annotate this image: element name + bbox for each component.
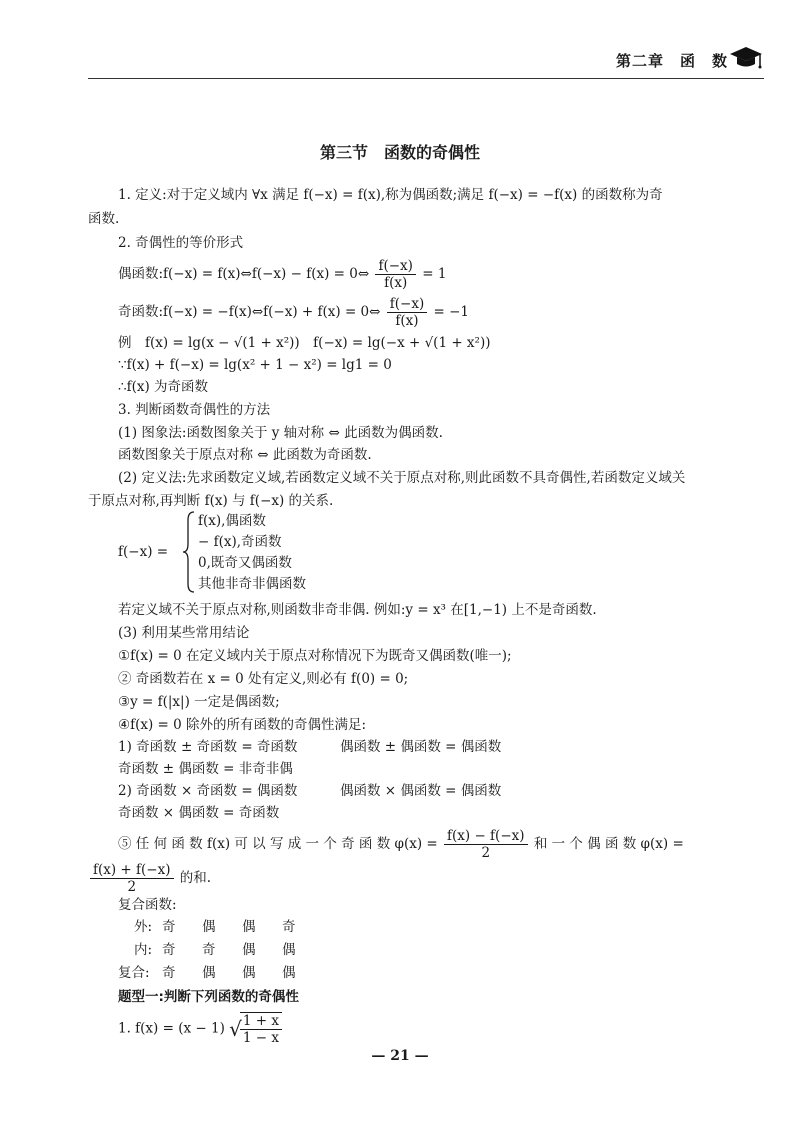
question-type-heading: 题型一:判断下列函数的奇偶性 xyxy=(118,989,299,1005)
outer-cell: 偶 xyxy=(202,919,216,935)
even-part-numerator: f(x) + f(−x) xyxy=(90,862,174,879)
method-definition-1: (2) 定义法:先求函数定义域,若函数定义域不关于原点对称,则此函数不具奇偶性,若函数定义域关 xyxy=(118,470,686,486)
definition-line-1: 1. 定义:对于定义域内 ∀x 满足 f(−x) = f(x),称为偶函数;满足 f(−x) = −f(x) 的函数称为奇 xyxy=(118,187,663,203)
running-header xyxy=(0,0,800,90)
outer-label: 外: xyxy=(134,919,153,935)
decomposition-text-c: 的和. xyxy=(179,870,212,886)
conclusion-3: ③y = f(|x|) 一定是偶函数; xyxy=(118,694,280,710)
case-odd: − f(x),奇函数 xyxy=(198,534,282,550)
even-denominator: f(x) xyxy=(384,275,408,291)
inner-cell: 奇 xyxy=(162,942,176,958)
even-numerator: f(−x) xyxy=(375,258,415,275)
equivalent-forms-heading: 2. 奇偶性的等价形式 xyxy=(118,235,244,251)
example-line-3: ∴f(x) 为奇函数 xyxy=(118,379,209,395)
even-fraction xyxy=(375,258,415,291)
sqrt-icon: √ xyxy=(229,1017,242,1041)
odd-numerator: f(−x) xyxy=(387,296,427,313)
composite-row xyxy=(118,964,322,982)
even-part-fraction xyxy=(90,862,174,895)
decomposition-line xyxy=(118,828,684,861)
question-1-numerator: 1 + x xyxy=(240,1013,282,1030)
section-title: 第三节 函数的奇偶性 xyxy=(319,143,480,162)
domain-note: 若定义域不关于原点对称,则函数非奇非偶. 例如:y = x³ 在[1,−1) 上不是奇函数. xyxy=(118,602,597,618)
header-rule xyxy=(88,78,764,79)
conclusions-heading: (3) 利用某些常用结论 xyxy=(118,625,250,641)
inner-cell: 奇 xyxy=(202,942,216,958)
example-line-1: 例 f(x) = lg(x − √(1 + x²)) f(−x) = lg(−x + √(1 + x²)) xyxy=(118,335,491,351)
outer-row xyxy=(134,918,322,936)
decomposition-text-b: 和 一 个 偶 函 数 φ(x) = xyxy=(533,836,684,852)
case-even: f(x),偶函数 xyxy=(198,513,266,529)
conclusion-4: ④f(x) = 0 除外的所有函数的奇偶性满足: xyxy=(118,717,367,733)
example-line-2: ∵f(x) + f(−x) = lg(x² + 1 − x²) = lg1 = 0 xyxy=(118,357,392,373)
even-part-denominator: 2 xyxy=(127,879,137,895)
case-both: 0,既奇又偶函数 xyxy=(198,555,292,571)
chapter-label: 第二章 函 数 xyxy=(615,52,728,70)
outer-cell: 偶 xyxy=(242,919,256,935)
page-number: — 21 — xyxy=(371,1048,429,1064)
odd-denominator: f(x) xyxy=(395,313,419,329)
definition-line-2: 函数. xyxy=(88,211,120,227)
composite-cell: 奇 xyxy=(162,965,176,981)
inner-cell: 偶 xyxy=(242,942,256,958)
methods-heading: 3. 判断函数奇偶性的方法 xyxy=(118,402,271,418)
rule-mul-odd: 2) 奇函数 × 奇函数 = 偶函数 xyxy=(118,783,298,799)
question-1-fraction xyxy=(240,1012,282,1046)
composite-cell: 偶 xyxy=(282,965,296,981)
question-1 xyxy=(118,1012,284,1046)
odd-equivalence xyxy=(118,296,469,329)
cases-lhs: f(−x) = xyxy=(118,544,169,560)
odd-part-fraction xyxy=(444,828,528,861)
composite-cell: 偶 xyxy=(242,965,256,981)
rule-add-even: 偶函数 ± 偶函数 = 偶函数 xyxy=(340,739,502,755)
inner-cell: 偶 xyxy=(282,942,296,958)
odd-part-numerator: f(x) − f(−x) xyxy=(444,828,528,845)
odd-result: = −1 xyxy=(433,304,470,320)
graduation-cap-icon xyxy=(728,44,764,72)
odd-text: 奇函数:f(−x) = −f(x)⇔f(−x) + f(x) = 0⇔ xyxy=(118,304,381,320)
method-graph-2: 函数图象关于原点对称 ⇔ 此函数为奇函数. xyxy=(118,447,372,463)
composite-label: 复合: xyxy=(118,965,150,981)
outer-cell: 奇 xyxy=(162,919,176,935)
conclusion-1: ①f(x) = 0 在定义域内关于原点对称情况下为既奇又偶函数(唯一); xyxy=(118,648,512,664)
odd-part-denominator: 2 xyxy=(481,845,491,861)
rule-mul-mixed: 奇函数 × 偶函数 = 奇函数 xyxy=(118,805,280,821)
even-text: 偶函数:f(−x) = f(x)⇔f(−x) − f(x) = 0⇔ xyxy=(118,266,370,282)
case-neither: 其他非奇非偶函数 xyxy=(198,576,306,592)
left-brace xyxy=(182,510,196,594)
odd-fraction xyxy=(387,296,427,329)
conclusion-2: ② 奇函数若在 x = 0 处有定义,则必有 f(0) = 0; xyxy=(118,671,409,687)
outer-cell: 奇 xyxy=(282,919,296,935)
method-graph-1: (1) 图象法:函数图象关于 y 轴对称 ⇔ 此函数为偶函数. xyxy=(118,425,443,441)
question-1-denominator: 1 − x xyxy=(242,1030,279,1046)
method-definition-2: 于原点对称,再判断 f(x) 与 f(−x) 的关系. xyxy=(88,493,334,509)
even-result: = 1 xyxy=(422,266,447,282)
inner-row xyxy=(134,941,322,959)
even-equivalence xyxy=(118,258,446,291)
composite-heading: 复合函数: xyxy=(118,897,177,913)
decomposition-text-a: ⑤ 任 何 函 数 f(x) 可 以 写 成 一 个 奇 函 数 φ(x) = xyxy=(118,836,438,852)
decomposition-line-2 xyxy=(88,862,211,895)
rule-mul-even: 偶函数 × 偶函数 = 偶函数 xyxy=(340,783,502,799)
rule-add-odd: 1) 奇函数 ± 奇函数 = 奇函数 xyxy=(118,739,298,755)
question-1-text: 1. f(x) = (x − 1) xyxy=(118,1020,225,1037)
composite-cell: 偶 xyxy=(202,965,216,981)
inner-label: 内: xyxy=(134,942,153,958)
rule-add-mixed: 奇函数 ± 偶函数 = 非奇非偶 xyxy=(118,761,293,777)
